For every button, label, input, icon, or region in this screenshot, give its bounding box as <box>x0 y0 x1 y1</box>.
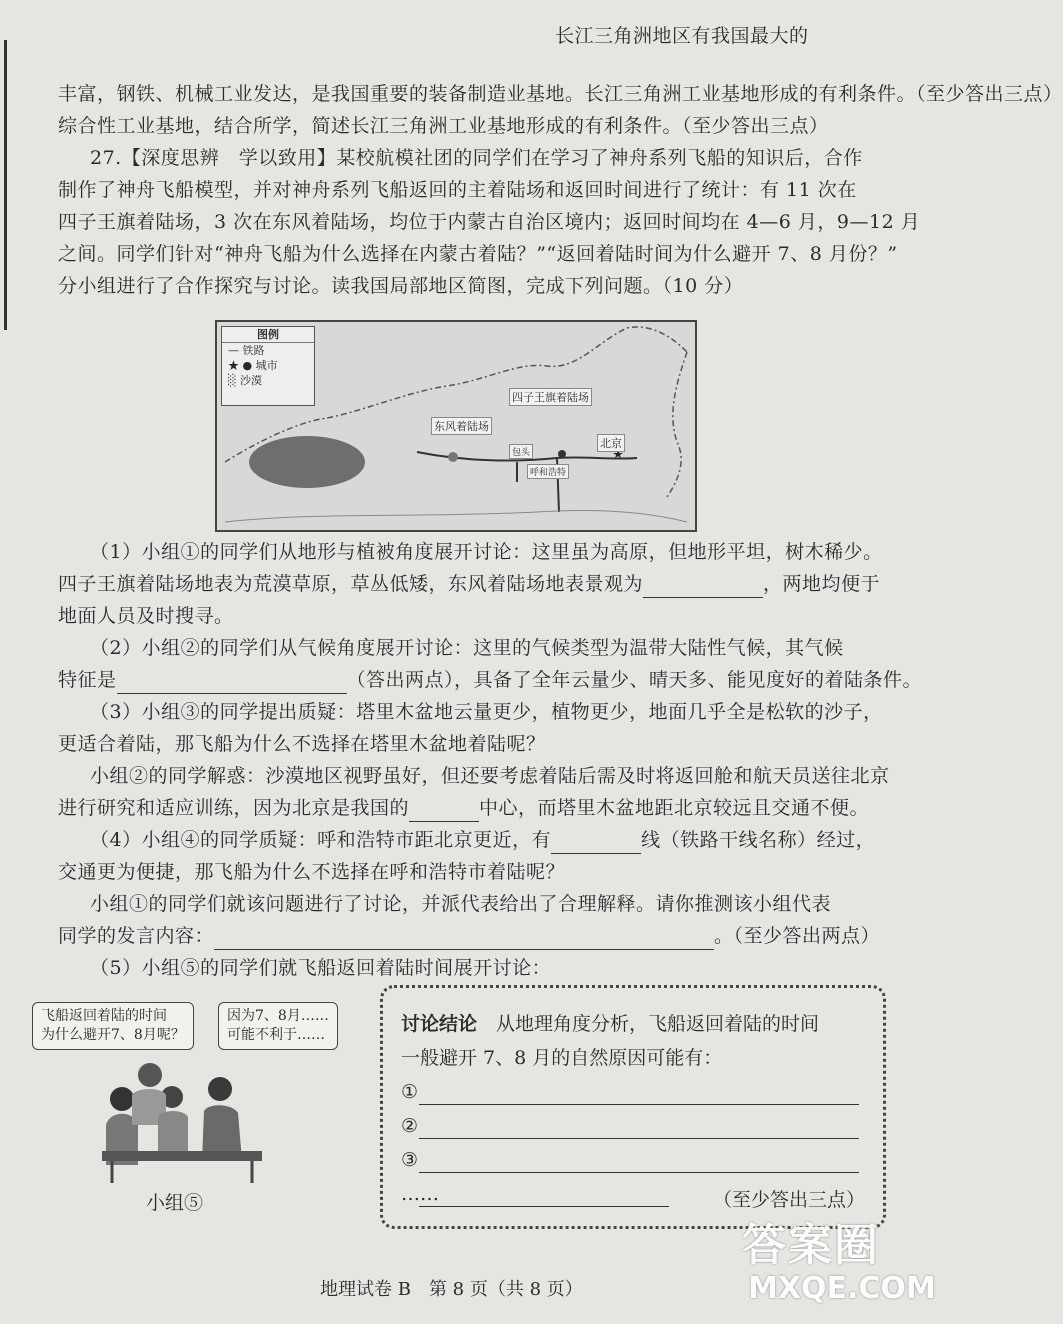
answer-blank[interactable] <box>409 799 479 822</box>
speech-bubble-answer: 因为7、8月…… 可能不利于…… <box>218 1002 338 1050</box>
text-line: 更适合着陆，那飞船为什么不选择在塔里木盆地着陆呢？ <box>58 733 546 755</box>
text-line: 综合性工业基地，结合所学，简述长江三角洲工业基地形成的有利条件。（至少答出三点） <box>58 115 829 137</box>
question-part-5: （5）小组⑤的同学们就飞船返回着陆时间展开讨论： <box>90 957 552 979</box>
students-illustration <box>92 1055 272 1185</box>
conclusion-heading: 讨论结论 从地理角度分析，飞船返回着陆的时间 <box>401 1013 820 1035</box>
answer-number: ① <box>401 1081 419 1103</box>
label-beijing: 北京 <box>597 434 625 452</box>
question-part-2: （2）小组②的同学们从气候角度展开讨论：这里的气候类型为温带大陆性气候，其气候 <box>90 637 844 659</box>
label-huhehaote: 呼和浩特 <box>527 464 569 479</box>
question-part-1: （1）小组①的同学们从地形与植被角度展开讨论：这里虽为高原，但地形平坦，树木稀少。 <box>90 541 883 563</box>
legend-city: ★ ● 城市 <box>228 359 278 372</box>
text-line: 小组①的同学们就该问题进行了讨论，并派代表给出了合理解释。请你推测该小组代表 <box>90 893 832 915</box>
label-baotou: 包头 <box>509 444 533 459</box>
answer-blank[interactable] <box>551 831 641 854</box>
text-line: 之间。同学们针对“神舟飞船为什么选择在内蒙古着陆？”“返回着陆时间为什么避开 7、8 月份？” <box>58 243 898 265</box>
answer-ellipsis: …… <box>401 1183 439 1205</box>
question-part-3: （3）小组③的同学提出质疑：塔里木盆地云量更少，植物更少，地面几乎全是松软的沙子， <box>90 701 883 723</box>
answer-line-3[interactable] <box>419 1172 859 1173</box>
map-legend <box>221 326 315 406</box>
answer-number: ③ <box>401 1149 419 1171</box>
label-siziwang: 四子王旗着陆场 <box>509 388 592 406</box>
discussion-conclusion-box <box>380 985 886 1229</box>
text-line: 四子王旗着陆场地表为荒漠草原，草丛低矮，东风着陆场地表景观为 ，两地均便于 <box>58 570 888 598</box>
text-line: 长江三角洲地区有我国最大的 <box>555 25 809 47</box>
page-footer: 地理试卷 B 第 8 页（共 8 页） <box>320 1279 583 1300</box>
answer-line-4[interactable] <box>419 1206 669 1207</box>
text-line: 同学的发言内容： 。（至少答出两点） <box>58 922 888 950</box>
text-line: 四子王旗着陆场，3 次在东风着陆场，均位于内蒙古自治区境内；返回时间均在 4—6 月，9—12 月 <box>58 211 921 233</box>
text-line: 制作了神舟飞船模型，并对神舟系列飞船返回的主着陆场和返回时间进行了统计：有 11 次在 <box>58 179 857 201</box>
text-line: 丰富，钢铁、机械工业发达，是我国重要的装备制造业基地。长江三角洲工业基地形成的有利条件。（至少答出三点） <box>58 83 1063 105</box>
conclusion-note: （至少答出三点） <box>713 1189 866 1211</box>
regional-map <box>215 320 697 532</box>
answer-blank[interactable] <box>117 671 347 694</box>
conclusion-text: 一般避开 7、8 月的自然原因可能有： <box>401 1047 723 1069</box>
question-27-intro: 27.【深度思辨 学以致用】某校航模社团的同学们在学习了神舟系列飞船的知识后，合作 <box>90 147 863 169</box>
site-watermark: 答案圈 MXQE.COM <box>742 1220 936 1306</box>
question-part-4: （4）小组④的同学质疑：呼和浩特市距北京更近，有 线（铁路干线名称）经过， <box>90 826 920 854</box>
legend-railway: — 铁路 <box>228 344 265 357</box>
answer-blank[interactable] <box>214 927 714 950</box>
answer-line-2[interactable] <box>419 1138 859 1139</box>
legend-desert: ░ 沙漠 <box>228 374 262 387</box>
text-line: 地面人员及时搜寻。 <box>58 605 234 627</box>
answer-number: ② <box>401 1115 419 1137</box>
page-edge-bar <box>4 40 7 330</box>
text-line: 特征是 （答出两点），具备了全年云量少、晴天多、能见度好的着陆条件。 <box>58 666 888 694</box>
label-dongfeng: 东风着陆场 <box>431 417 492 435</box>
answer-blank[interactable] <box>643 575 763 598</box>
text-line: 小组②的同学解惑：沙漠地区视野虽好，但还要考虑着陆后需及时将返回舱和航天员送往北京 <box>90 765 890 787</box>
group-5-label: 小组⑤ <box>146 1192 204 1214</box>
speech-bubble-question: 飞船返回着陆的时间 为什么避开7、8月呢？ <box>32 1002 194 1050</box>
text-line: 交通更为便捷，那飞船为什么不选择在呼和浩特市着陆呢？ <box>58 861 566 883</box>
text-line: 进行研究和适应训练，因为北京是我国的 中心，而塔里木盆地距北京较远且交通不便。 <box>58 794 888 822</box>
text-line: 分小组进行了合作探究与讨论。读我国局部地区简图，完成下列问题。（10 分） <box>58 275 744 297</box>
answer-line-1[interactable] <box>419 1104 859 1105</box>
legend-title: 图例 <box>222 327 314 343</box>
